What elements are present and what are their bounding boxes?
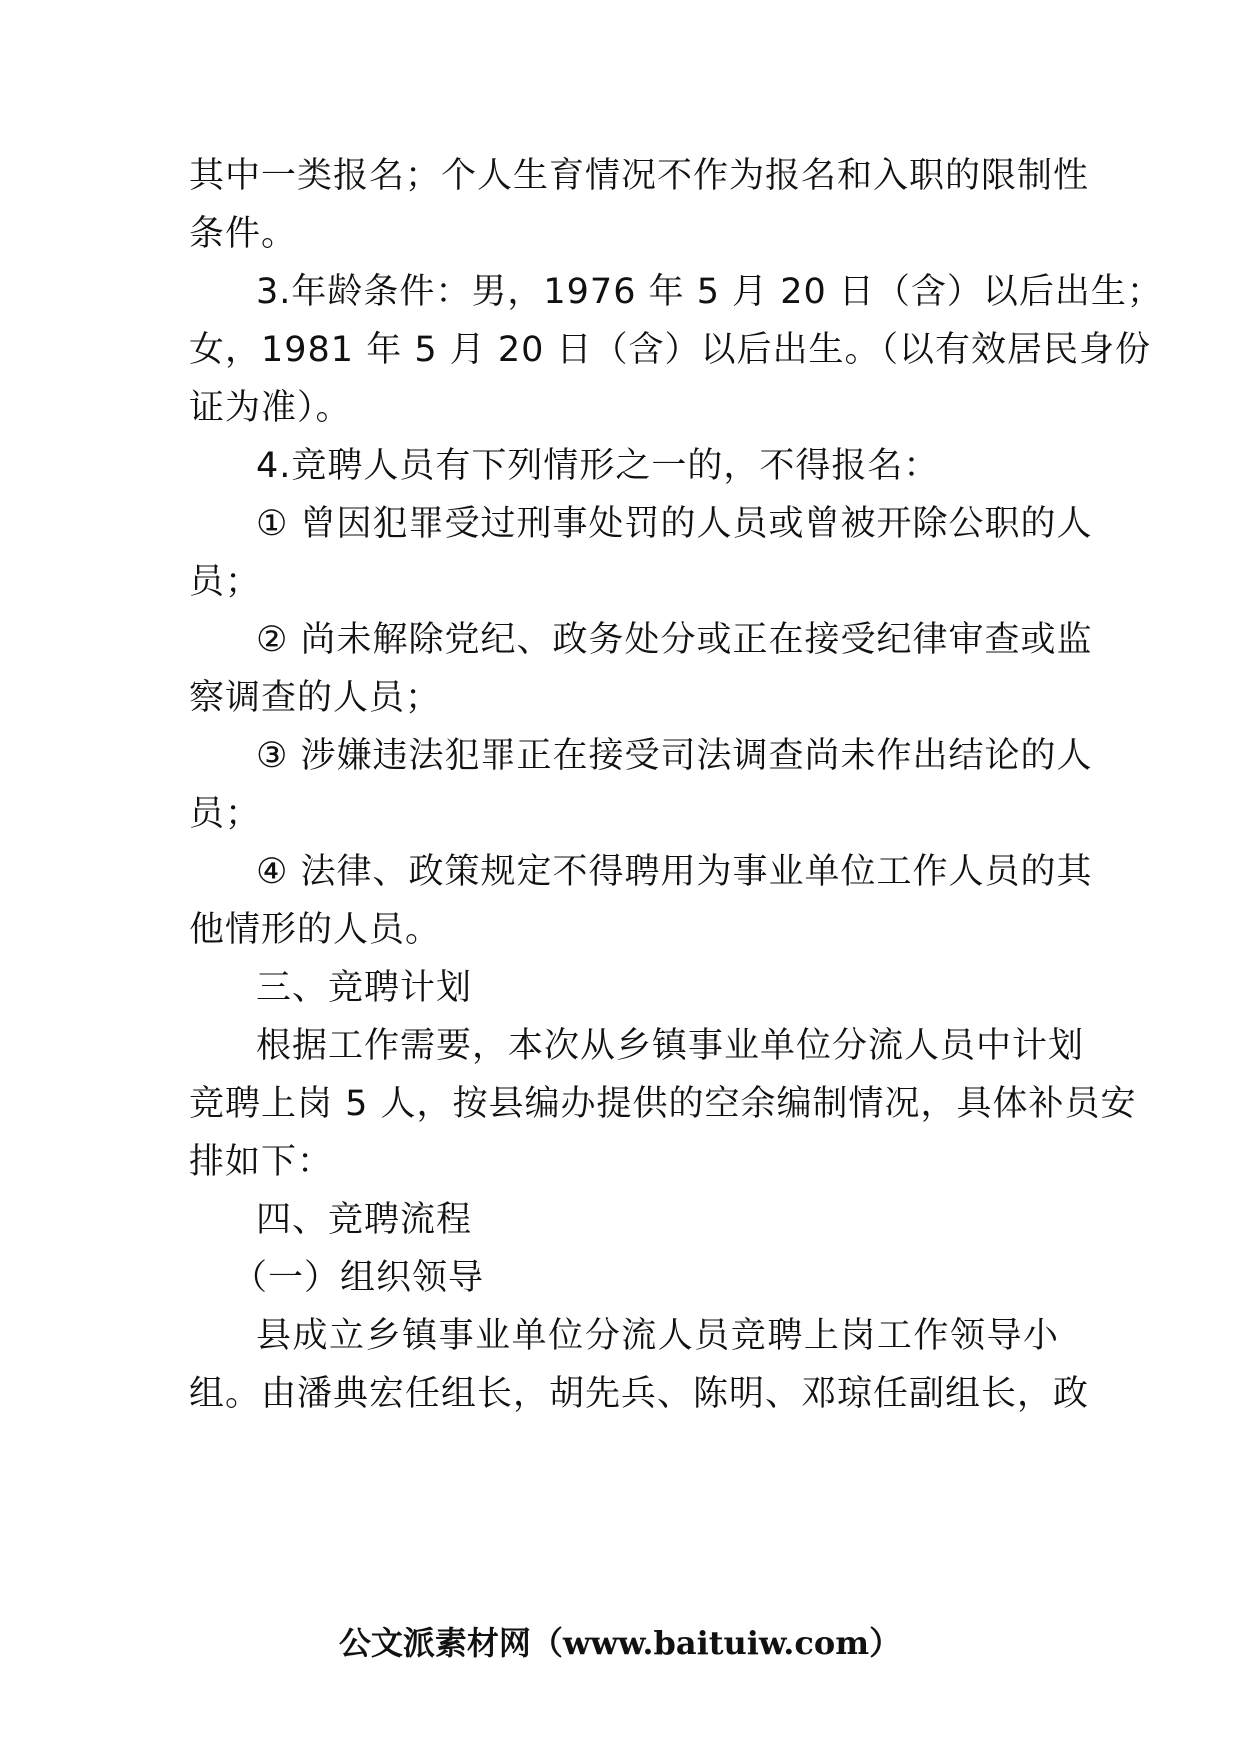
list-item-line: ① 曾因犯罪受过刑事处罚的人员或曾被开除公职的人 xyxy=(256,504,1093,544)
text-line: 员； xyxy=(189,562,262,602)
text-line: 证为准）。 xyxy=(189,388,352,428)
text-line: 排如下： xyxy=(189,1142,334,1182)
text-line: 根据工作需要，本次从乡镇事业单位分流人员中计划 xyxy=(256,1026,1085,1066)
text-line: 组。由潘典宏任组长，胡先兵、陈明、邓琼任副组长，政 xyxy=(189,1374,1090,1414)
text-line: 4.竞聘人员有下列情形之一的，不得报名： xyxy=(256,446,940,486)
list-item-line: ② 尚未解除党纪、政务处分或正在接受纪律审查或监 xyxy=(256,620,1093,660)
text-line: 3.年龄条件：男，1976 年 5 月 20 日（含）以后出生； xyxy=(256,272,1163,312)
text-line: 员； xyxy=(189,794,262,834)
text-line: 他情形的人员。 xyxy=(189,910,442,950)
text-line: 条件。 xyxy=(189,214,298,254)
list-item-line: ④ 法律、政策规定不得聘用为事业单位工作人员的其 xyxy=(256,852,1093,892)
list-item-line: ③ 涉嫌违法犯罪正在接受司法调查尚未作出结论的人 xyxy=(256,736,1093,776)
footer-watermark-text: 公文派素材网（www.baituiw.com） xyxy=(338,1624,902,1662)
text-line: 察调查的人员； xyxy=(189,678,442,718)
text-line: 县成立乡镇事业单位分流人员竞聘上岗工作领导小 xyxy=(256,1316,1059,1356)
section-heading: 四、竞聘流程 xyxy=(256,1200,473,1240)
subsection-heading: （一）组织领导 xyxy=(232,1258,485,1298)
text-line: 竞聘上岗 5 人，按县编办提供的空余编制情况，具体补员安 xyxy=(189,1084,1137,1124)
section-heading: 三、竞聘计划 xyxy=(256,968,473,1008)
text-line: 女，1981 年 5 月 20 日（含）以后出生。（以有效居民身份 xyxy=(189,330,1152,370)
text-line: 其中一类报名；个人生育情况不作为报名和入职的限制性 xyxy=(189,156,1090,196)
